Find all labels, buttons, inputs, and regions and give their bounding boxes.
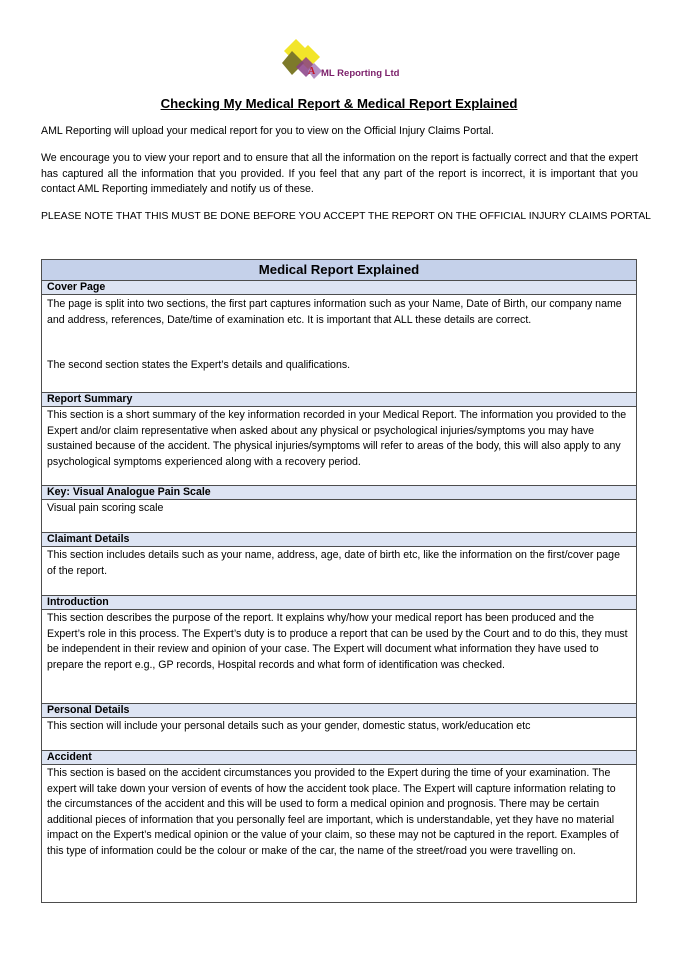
section-body-cover-page: The page is split into two sections, the first part captures information such as your Name, Date of Birth, our company name and address, references, Date/time of examination etc. It is important that ALL these details are correct.: [47, 298, 622, 326]
intro-paragraph-2: We encourage you to view your report and to ensure that all the information on the report is factually correct and that the expert has captured all the information that you provided. If you feel that any part of the report is incorrect, it is important that you contact AML Reporting immediately and notify us of these.: [41, 152, 638, 196]
page-title: Checking My Medical Report & Medical Report Explained: [160, 96, 518, 111]
section-heading-pain-scale: Key: Visual Analogue Pain Scale: [42, 485, 636, 500]
section-heading-personal-details: Personal Details: [42, 703, 636, 718]
section-body-pain-scale: Visual pain scoring scale: [47, 502, 164, 514]
section-heading-cover-page: Cover Page: [42, 280, 636, 295]
logo-mark-icon: [282, 39, 322, 83]
section-heading-accident: Accident: [42, 750, 636, 765]
intro-notice: PLEASE NOTE THAT THIS MUST BE DONE BEFORE YOU ACCEPT THE REPORT ON THE OFFICIAL INJURY CLAIMS PORTAL: [41, 211, 651, 222]
section-body-accident: This section is based on the accident circumstances you provided to the Expert during the time of your examination. The expert will take down your version of events of how the accident took place. The Expert will capture information relating to the circumstances of the accident and this will be used to form a medical opinion and prognosis. There may be certain additional pieces of information that you personally feel are important, which is understandable, yet they have no material impact on the Expert’s medical opinion or the value of your claim, so these may not be captured in the report. Examples of this type of information could be the colour or make of the car, the name of the street/road you were travelling on.: [47, 767, 619, 857]
section-body-claimant-details: This section includes details such as your name, address, age, date of birth etc, like the information on the first/cover page of the report.: [47, 549, 620, 577]
logo-text: ML Reporting Ltd: [321, 68, 400, 79]
intro-paragraph-1: AML Reporting will upload your medical report for you to view on the Official Injury Claims Portal.: [41, 125, 494, 137]
svg-text:A: A: [308, 66, 316, 77]
section-body-report-summary: This section is a short summary of the key information recorded in your Medical Report. The information you provided to the Expert and/or claim representative when asked about any physical or psychological injuries/symptoms you may have sustained because of the accident. The physical injuries/symptoms will refer to areas of the body, this will also apply to any psychological symptoms experienced along with a recovery period.: [47, 409, 627, 468]
section-body-personal-details: This section will include your personal details such as your gender, domestic status, work/education etc: [47, 720, 531, 732]
company-logo: [282, 39, 400, 85]
section-body-introduction: This section describes the purpose of the report. It explains why/how your medical report has been produced and the Expert’s role in this process. The Expert’s duty is to produce a report that can be used by the Court and to do this, they must be independent in their review and opinion of your case. The Expert will document what information they have used to prepare the report e.g., GP records, Hospital records and what form of identification was checked.: [47, 612, 628, 671]
section-heading-claimant-details: Claimant Details: [42, 532, 636, 547]
section-heading-report-summary: Report Summary: [42, 392, 636, 407]
report-explained-table: [41, 259, 637, 903]
section-body-cover-page-2: The second section states the Expert’s details and qualifications.: [47, 359, 351, 371]
table-title: Medical Report Explained: [42, 260, 636, 281]
section-heading-introduction: Introduction: [42, 595, 636, 610]
